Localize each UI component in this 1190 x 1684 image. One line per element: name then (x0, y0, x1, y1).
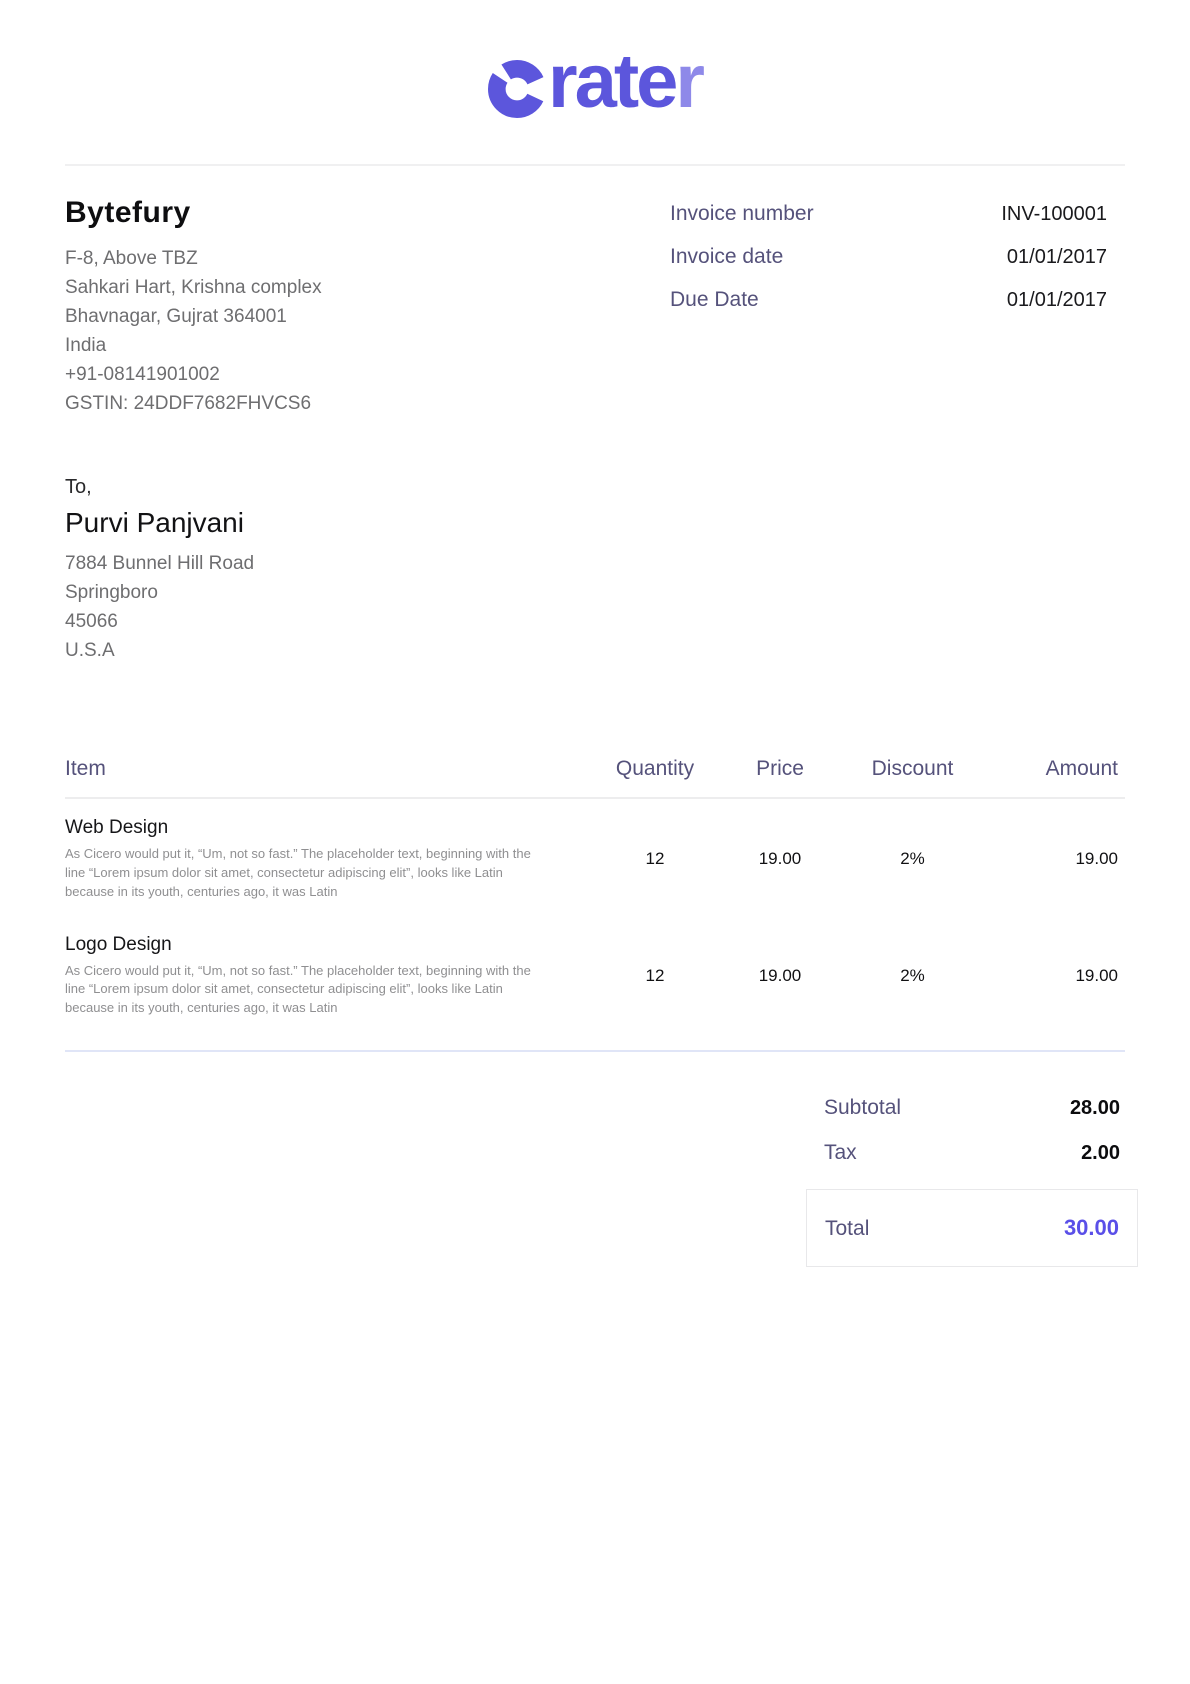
bill-to-prefix: To, (65, 476, 92, 498)
company-address-line: Sahkari Hart, Krishna complex (65, 277, 322, 298)
items-table (65, 757, 1125, 1052)
item-quantity: 12 (645, 965, 665, 985)
due-date-label: Due Date (670, 288, 759, 311)
item-amount: 19.00 (1075, 965, 1118, 985)
items-table-header (65, 757, 1125, 799)
column-header-amount: Amount (1045, 757, 1118, 780)
customer-address-line: U.S.A (65, 640, 115, 661)
item-name: Logo Design (65, 933, 172, 955)
subtotal-label: Subtotal (824, 1096, 902, 1120)
item-quantity: 12 (645, 849, 665, 869)
company-address-line: India (65, 335, 107, 356)
item-amount: 19.00 (1075, 849, 1118, 869)
bill-to-block (65, 476, 1125, 665)
item-price: 19.00 (758, 849, 802, 869)
header-divider (65, 164, 1125, 166)
tax-row (806, 1141, 1138, 1165)
invoice-number-label: Invoice number (670, 202, 814, 225)
company-name: Bytefury (65, 196, 191, 229)
customer-name: Purvi Panjvani (65, 507, 244, 538)
column-header-price: Price (756, 757, 804, 780)
company-address (65, 244, 322, 418)
due-date-value: 01/01/2017 (1006, 289, 1107, 311)
crater-logo (488, 39, 702, 124)
crater-logo-c-icon (488, 60, 546, 118)
company-address-line: F-8, Above TBZ (65, 248, 198, 269)
subtotal-value: 28.00 (1069, 1097, 1120, 1120)
company-gstin: GSTIN: 24DDF7682FHVCS6 (65, 393, 312, 414)
column-header-quantity: Quantity (615, 757, 695, 780)
total-box (806, 1189, 1138, 1267)
item-description: As Cicero would put it, “Um, not so fast.” The placeholder text, beginning with the line “Lorem ipsum dolor sit amet, consectetur adipiscing elit”, looks like Latin because in its youth, centuries ago, it was Latin (65, 846, 531, 899)
item-cell (65, 817, 595, 902)
invoice-date-row (670, 245, 1107, 269)
logo-wordmark (548, 39, 702, 124)
subtotal-row (806, 1096, 1138, 1120)
tax-value: 2.00 (1081, 1142, 1120, 1165)
company-phone: +91-08141901002 (65, 364, 220, 385)
due-date-row (670, 288, 1107, 312)
tax-label: Tax (824, 1141, 857, 1165)
customer-address-line: 7884 Bunnel Hill Road (65, 553, 255, 574)
customer-address (65, 549, 1125, 665)
invoice-date-label: Invoice date (670, 245, 784, 268)
company-block (65, 196, 322, 418)
company-address-line: Bhavnagar, Gujrat 364001 (65, 306, 287, 327)
column-header-item: Item (65, 757, 106, 780)
invoice-number-row (670, 202, 1107, 226)
item-cell (65, 934, 595, 1019)
customer-address-line: 45066 (65, 611, 118, 632)
items-bottom-divider (65, 1050, 1125, 1052)
total-value: 30.00 (1063, 1215, 1119, 1241)
head-section (65, 196, 1125, 418)
table-row (65, 799, 1125, 916)
item-name: Web Design (65, 817, 169, 838)
table-row (65, 916, 1125, 1033)
invoice-date-value: 01/01/2017 (1006, 246, 1107, 268)
totals-block (806, 1096, 1138, 1267)
column-header-discount: Discount (871, 757, 954, 780)
invoice-number-value: INV-100001 (1001, 203, 1107, 225)
item-discount: 2% (900, 849, 925, 869)
customer-address-line: Springboro (65, 582, 158, 603)
logo-text-main: rate (548, 39, 676, 124)
logo-row (0, 0, 1190, 124)
item-price: 19.00 (758, 965, 802, 985)
invoice-meta-block (670, 196, 1125, 418)
item-description: As Cicero would put it, “Um, not so fast.” The placeholder text, beginning with the line “Lorem ipsum dolor sit amet, consectetur adipiscing elit”, looks like Latin because in its youth, centuries ago, it was Latin (65, 962, 531, 1016)
total-label: Total (825, 1217, 870, 1241)
item-discount: 2% (900, 965, 925, 985)
logo-text-last: r (675, 39, 702, 124)
